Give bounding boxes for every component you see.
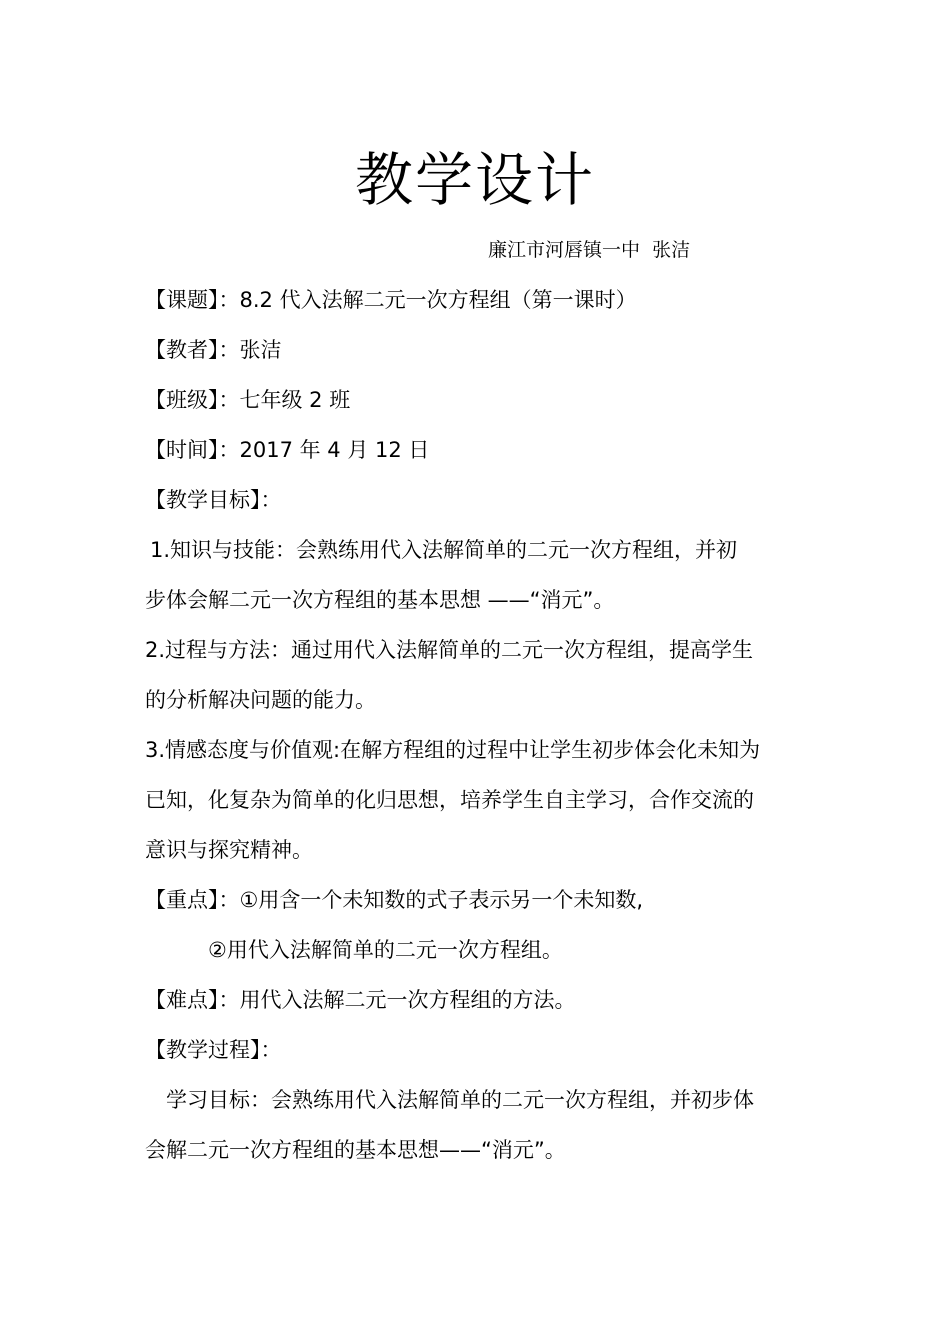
topic-line: 【课题】：8.2 代入法解二元一次方程组（第一课时） [145,288,637,312]
objectives-heading: 【教学目标】： [145,488,282,512]
objective-1-line-2: 步体会解二元一次方程组的基本思想 ——“消元”。 [145,588,615,612]
learning-goal-line-2: 会解二元一次方程组的基本思想——“消元”。 [145,1138,566,1162]
author-line: 廉江市河唇镇一中 张洁 [488,239,691,261]
learning-goal-line-1: 学习目标：会熟练用代入法解简单的二元一次方程组，并初步体 [166,1088,754,1112]
objective-3-line-1: 3.情感态度与价值观:在解方程组的过程中让学生初步体会化未知为 [145,738,761,762]
objective-2-line-1: 2.过程与方法：通过用代入法解简单的二元一次方程组，提高学生 [145,638,754,662]
objective-3-line-2: 已知，化复杂为简单的化归思想，培养学生自主学习，合作交流的 [145,788,754,812]
process-heading: 【教学过程】： [145,1038,282,1062]
class-line: 【班级】：七年级 2 班 [145,388,351,412]
objective-1-line-1: 1.知识与技能：会熟练用代入法解简单的二元一次方程组，并初 [150,538,738,562]
key-points-line-2: ②用代入法解简单的二元一次方程组。 [208,938,563,962]
difficulty-line: 【难点】：用代入法解二元一次方程组的方法。 [145,988,576,1012]
date-line: 【时间】：2017 年 4 月 12 日 [145,438,430,462]
key-points-line-1: 【重点】：①用含一个未知数的式子表示另一个未知数, [145,888,643,912]
teacher-line: 【教者】：张洁 [145,338,282,362]
objective-2-line-2: 的分析解决问题的能力。 [145,688,376,712]
document-title: 教学设计 [354,146,595,214]
objective-3-line-3: 意识与探究精神。 [145,838,313,862]
